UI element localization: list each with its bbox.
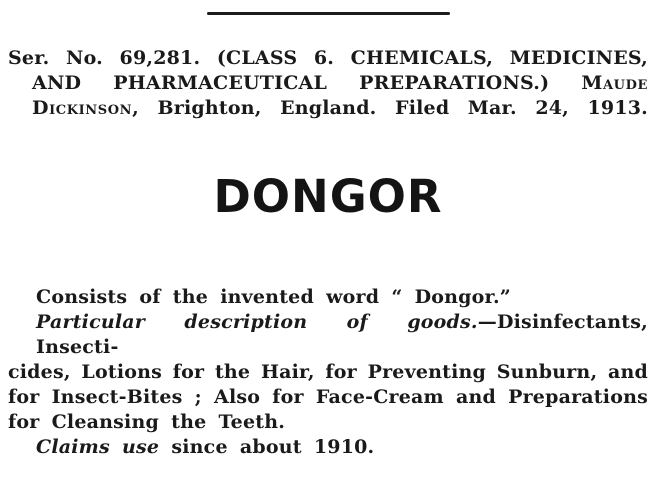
applicant-location-filed: , Brighton, England. Filed Mar. 24, 1913. <box>132 97 648 119</box>
description-lead: Particular description of goods. <box>36 311 478 333</box>
header-line-serial-class: Ser. No. 69,281. (CLASS 6. CHEMICALS, MEDICINES, <box>8 47 648 69</box>
top-divider <box>207 12 450 15</box>
applicant-first-name: Maude <box>581 72 648 94</box>
entry-body <box>0 285 656 460</box>
header-line-class-continued <box>8 71 648 96</box>
statement-line: Consists of the invented word “ Dongor.” <box>36 286 511 308</box>
description-line-2: cides, Lotions for the Hair, for Preventing Sunburn, and <box>8 361 648 383</box>
trademark-word: DONGOR <box>213 170 443 223</box>
description-line-3: for Insect-Bites ; Also for Face-Cream and Preparations <box>8 386 648 408</box>
description-line-4: for Cleansing the Teeth. <box>8 411 286 433</box>
class-text: AND PHARMACEUTICAL PREPARATIONS.) <box>32 72 582 94</box>
header-line-applicant <box>8 96 648 121</box>
description-line-1 <box>8 310 648 360</box>
claims-lead: Claims use <box>36 436 160 458</box>
claims-date: since about 1910. <box>159 436 375 458</box>
description-goods-start: —Disinfectants, Insecti- <box>36 311 648 358</box>
entry-header <box>0 46 656 121</box>
applicant-last-name: Dickinson <box>32 97 133 119</box>
claims-line <box>8 435 648 460</box>
